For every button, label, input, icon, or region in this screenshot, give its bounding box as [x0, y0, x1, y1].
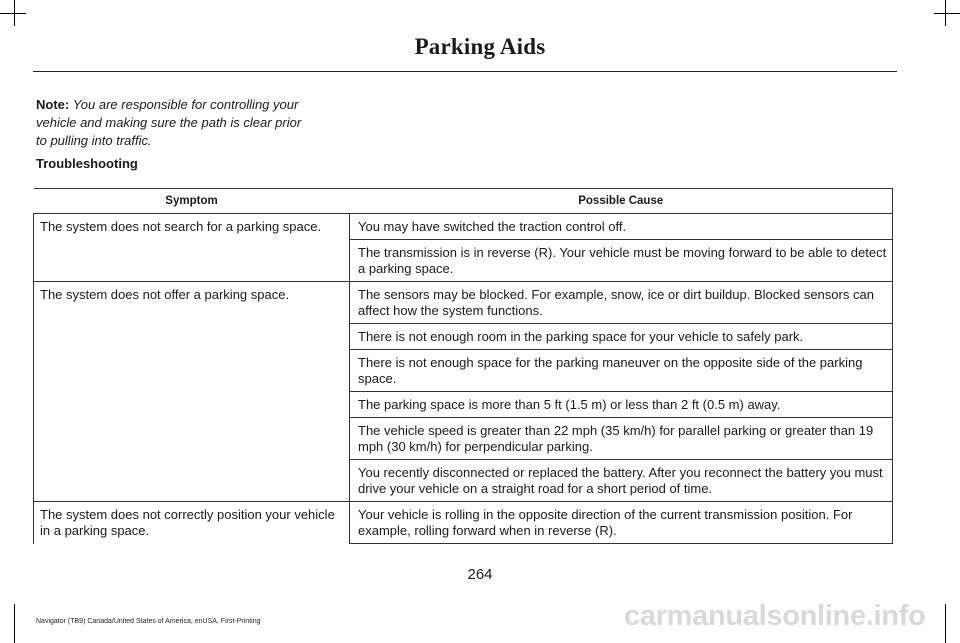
crop-mark: [945, 604, 946, 643]
symptom-cell: The system does not search for a parking space.: [34, 214, 350, 282]
page-header-title: Parking Aids: [414, 34, 546, 59]
cause-cell: Your vehicle is rolling in the opposite direction of the current transmission position. For example, rolling forward when in reverse (R).: [350, 502, 893, 544]
troubleshooting-table: [33, 188, 893, 544]
symptom-cell: The system does not correctly position your vehicle in a parking space.: [34, 502, 350, 544]
note-label: Note:: [36, 97, 70, 112]
note-text: You are responsible for controlling your vehicle and making sure the path is clear prior to pulling into traffic.: [36, 97, 302, 148]
cause-cell: The vehicle speed is greater than 22 mph (35 km/h) for parallel parking or greater than 19 mph (30 km/h) for perpendicular parking.: [350, 418, 893, 460]
table-row: [34, 214, 893, 240]
cause-cell: The parking space is more than 5 ft (1.5 m) or less than 2 ft (0.5 m) away.: [350, 392, 893, 418]
symptom-cell: The system does not offer a parking space.: [34, 282, 350, 502]
table-row: [34, 282, 893, 324]
cause-cell: The transmission is in reverse (R). Your vehicle must be moving forward to be able to detect a parking space.: [350, 240, 893, 282]
column-header-possible-cause: Possible Cause: [350, 189, 893, 214]
footer-publication-info: Navigator (TB9) Canada/United States of America, enUSA, First-Printing: [36, 618, 261, 625]
header-divider: [33, 71, 897, 72]
crop-mark: [934, 13, 960, 14]
cause-cell: There is not enough room in the parking space for your vehicle to safely park.: [350, 324, 893, 350]
crop-mark: [14, 604, 15, 643]
cause-cell: You may have switched the traction control off.: [350, 214, 893, 240]
cause-cell: The sensors may be blocked. For example, snow, ice or dirt buildup. Blocked sensors can affect how the system functions.: [350, 282, 893, 324]
table-header-row: [34, 189, 893, 214]
page-number: 264: [467, 566, 493, 583]
section-title: Troubleshooting: [36, 156, 138, 171]
table-row: [34, 502, 893, 544]
cause-cell: You recently disconnected or replaced the battery. After you reconnect the battery you must drive your vehicle on a straight road for a short period of time.: [350, 460, 893, 502]
note-paragraph: [36, 96, 304, 150]
column-header-symptom: Symptom: [34, 189, 350, 214]
crop-mark: [0, 13, 26, 14]
watermark-logo: carmanualsonline.info: [624, 600, 926, 632]
cause-cell: There is not enough space for the parking maneuver on the opposite side of the parking space.: [350, 350, 893, 392]
